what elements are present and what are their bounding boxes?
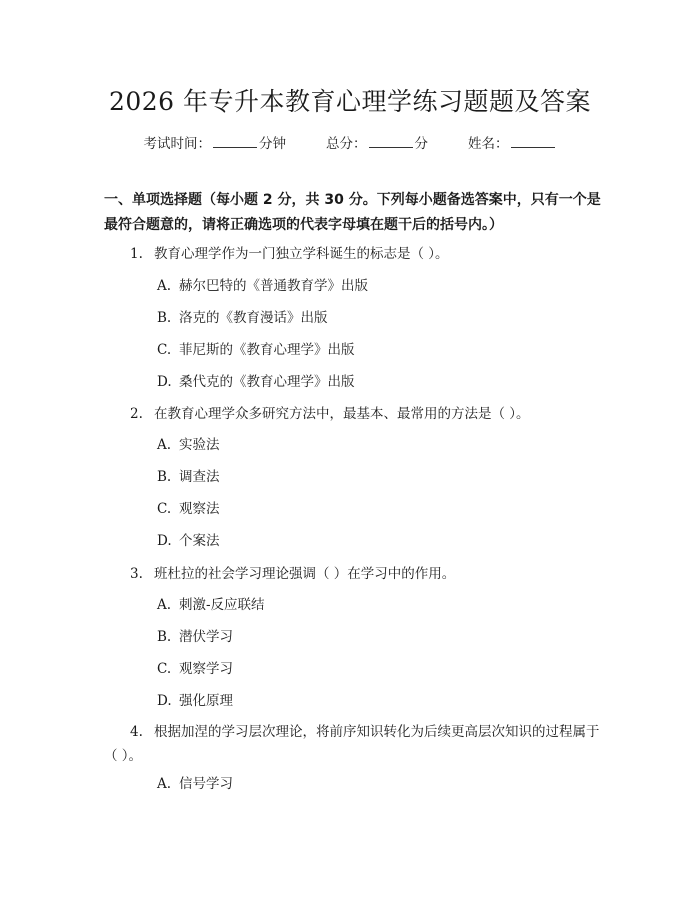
question-stem: 根据加涅的学习层次理论，将前序知识转化为后续更高层次知识的过程属于（ ）。 — [104, 724, 600, 764]
option-text: 菲尼斯的《教育心理学》出版 — [179, 342, 355, 358]
option-text: 实验法 — [179, 437, 220, 453]
option-letter: D. — [157, 533, 172, 549]
option-letter: D. — [157, 693, 172, 709]
exam-time-field — [144, 132, 287, 152]
q1-option-d — [157, 372, 355, 392]
exam-time-blank — [213, 135, 257, 148]
question-1 — [104, 242, 604, 266]
total-score-unit: 分 — [414, 136, 428, 152]
option-letter: C. — [157, 342, 172, 358]
q1-option-a — [157, 276, 368, 296]
option-letter: B. — [157, 310, 172, 326]
question-stem: 教育心理学作为一门独立学科诞生的标志是（ ）。 — [154, 246, 449, 262]
total-score-label: 总分： — [326, 136, 367, 152]
option-letter: A. — [157, 597, 172, 613]
q2-option-c — [157, 499, 220, 519]
exam-time-unit: 分钟 — [259, 136, 286, 152]
total-score-blank — [369, 135, 413, 148]
option-text: 洛克的《教育漫话》出版 — [179, 310, 328, 326]
option-text: 赫尔巴特的《普通教育学》出版 — [179, 278, 368, 294]
option-letter: D. — [157, 374, 172, 390]
q3-option-b — [157, 627, 233, 647]
question-number: 3. — [130, 566, 143, 582]
option-text: 观察法 — [179, 501, 220, 517]
question-number: 1. — [130, 246, 143, 262]
student-name-blank — [511, 135, 555, 148]
option-letter: A. — [157, 437, 172, 453]
q1-option-b — [157, 308, 328, 328]
q2-option-a — [157, 435, 220, 455]
document-title: 2026 年专升本教育心理学练习题题及答案 — [108, 87, 592, 116]
q2-option-b — [157, 467, 220, 487]
q4-option-a — [157, 774, 233, 794]
option-text: 调查法 — [179, 469, 220, 485]
exam-meta-line — [0, 132, 700, 152]
option-text: 观察学习 — [179, 661, 233, 677]
question-stem: 班杜拉的社会学习理论强调（ ）在学习中的作用。 — [154, 566, 456, 582]
exam-time-label: 考试时间： — [143, 136, 211, 152]
option-letter: A. — [157, 278, 172, 294]
option-text: 个案法 — [179, 533, 220, 549]
question-number: 2. — [130, 406, 143, 422]
student-name-label: 姓名： — [468, 136, 509, 152]
question-2 — [104, 402, 604, 426]
student-name-field — [468, 132, 557, 152]
option-letter: C. — [157, 661, 172, 677]
question-3 — [104, 562, 604, 586]
question-number: 4. — [130, 724, 143, 740]
q2-option-d — [157, 531, 220, 551]
option-text: 刺激-反应联结 — [179, 597, 265, 613]
question-stem: 在教育心理学众多研究方法中，最基本、最常用的方法是（ ）。 — [154, 406, 530, 422]
option-letter: B. — [157, 629, 172, 645]
option-text: 信号学习 — [179, 776, 233, 792]
option-letter: C. — [157, 501, 172, 517]
option-text: 强化原理 — [179, 693, 233, 709]
option-letter: A. — [157, 776, 172, 792]
option-text: 桑代克的《教育心理学》出版 — [179, 374, 355, 390]
option-letter: B. — [157, 469, 172, 485]
section-heading: 一、单项选择题（每小题 2 分，共 30 分。下列每小题备选答案中，只有一个是最符合题意的，请将正确选项的代表字母填在题干后的括号内。） — [104, 192, 601, 233]
q3-option-c — [157, 659, 233, 679]
q3-option-d — [157, 691, 233, 711]
option-text: 潜伏学习 — [179, 629, 233, 645]
q1-option-c — [157, 340, 355, 360]
q3-option-a — [157, 595, 265, 615]
total-score-field — [326, 132, 428, 152]
question-4 — [104, 720, 604, 768]
